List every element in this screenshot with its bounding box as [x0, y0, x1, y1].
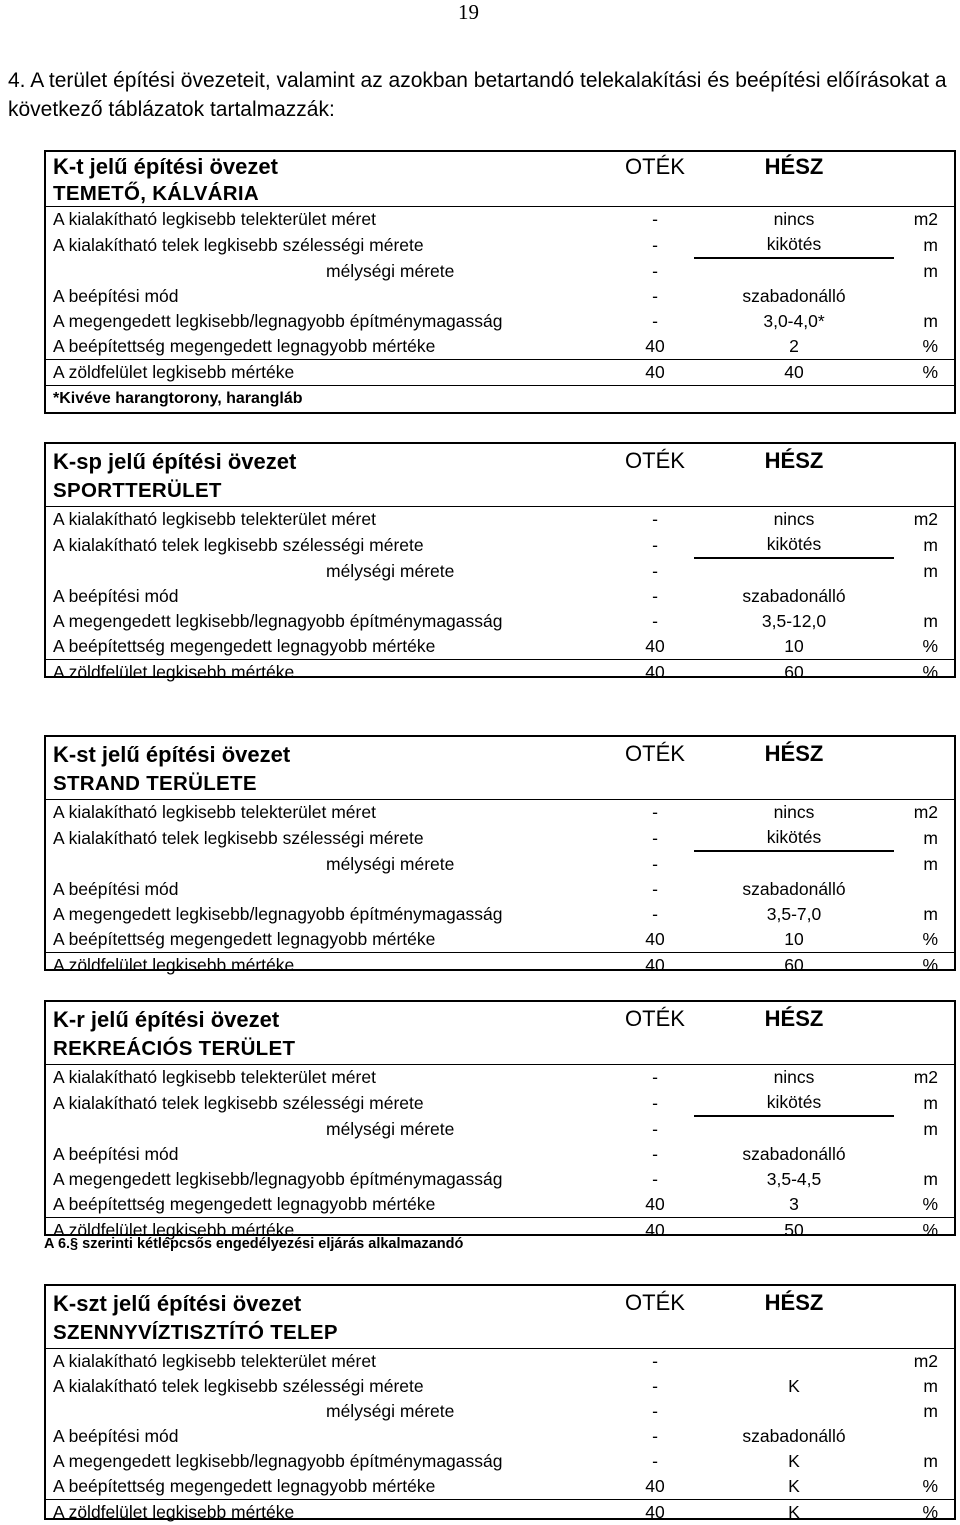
otek-value: - [616, 609, 694, 634]
otek-value: - [616, 558, 694, 584]
hesz-value: 3,5-4,5 [694, 1167, 894, 1192]
table-row [46, 660, 954, 686]
table-row [46, 634, 954, 660]
table-row [46, 1349, 954, 1375]
zone-name: STRAND TERÜLETE [46, 769, 616, 800]
otek-value: 40 [616, 360, 694, 386]
unit-value: m [894, 902, 954, 927]
table-row [46, 1374, 954, 1399]
unit-value: m [894, 1374, 954, 1399]
table-row [46, 825, 954, 851]
table-row [46, 1424, 954, 1449]
table-row [46, 284, 954, 309]
zone-name: REKREÁCIÓS TERÜLET [46, 1034, 616, 1065]
row-label: A megengedett legkisebb/legnagyobb építménymagasság [46, 902, 616, 927]
otek-header: OTÉK [616, 152, 694, 181]
otek-value: - [616, 1065, 694, 1091]
unit-value: m [894, 1116, 954, 1142]
hesz-value: kikötés [694, 1090, 894, 1116]
row-label: A zöldfelület legkisebb mértéke [46, 360, 616, 386]
procedure-note: A 6.§ szerinti kétlépcsős engedélyezési eljárás alkalmazandó [44, 1236, 463, 1252]
unit-value [894, 1142, 954, 1167]
otek-header: OTÉK [616, 444, 694, 476]
otek-header: OTÉK [616, 737, 694, 769]
hesz-value: kikötés [694, 532, 894, 558]
hesz-value: 10 [694, 927, 894, 953]
unit-value: m [894, 851, 954, 877]
unit-value: m [894, 609, 954, 634]
unit-value: % [894, 927, 954, 953]
unit-value: % [894, 1218, 954, 1244]
zone-name: SZENNYVÍZTISZTÍTÓ TELEP [46, 1318, 616, 1349]
row-label: A kialakítható telek legkisebb szélességi mérete [46, 1374, 616, 1399]
hesz-header: HÉSZ [694, 444, 894, 476]
row-label: mélységi mérete [46, 258, 616, 284]
unit-value [894, 284, 954, 309]
row-label: A beépítettség megengedett legnagyobb mértéke [46, 1474, 616, 1500]
row-label: A kialakítható legkisebb telekterület méret [46, 800, 616, 826]
row-label: A beépítési mód [46, 877, 616, 902]
hesz-value: nincs [694, 1065, 894, 1091]
otek-value: 40 [616, 927, 694, 953]
unit-value: m [894, 1090, 954, 1116]
row-label: A kialakítható telek legkisebb szélességi mérete [46, 232, 616, 258]
zone-name: TEMETŐ, KÁLVÁRIA [46, 181, 616, 207]
zone-table-k-r [44, 1000, 956, 1236]
otek-value: - [616, 1399, 694, 1424]
table-row [46, 1065, 954, 1091]
table-row [46, 1192, 954, 1218]
otek-value: 40 [616, 660, 694, 686]
unit-value: % [894, 634, 954, 660]
table-row [46, 334, 954, 360]
unit-value: m [894, 258, 954, 284]
table-row [46, 309, 954, 334]
unit-value: m [894, 1399, 954, 1424]
table-row [46, 851, 954, 877]
table-row [46, 1142, 954, 1167]
table-row [46, 1449, 954, 1474]
table-row [46, 877, 954, 902]
table-row [46, 902, 954, 927]
table-row [46, 258, 954, 284]
unit-value: % [894, 1500, 954, 1525]
hesz-value: K [694, 1474, 894, 1500]
hesz-header: HÉSZ [694, 1286, 894, 1318]
unit-value: m [894, 232, 954, 258]
hesz-value [694, 1349, 894, 1375]
row-label: A zöldfelület legkisebb mértéke [46, 1218, 616, 1244]
row-label: A beépítési mód [46, 584, 616, 609]
row-label: A zöldfelület legkisebb mértéke [46, 660, 616, 686]
table-row [46, 1474, 954, 1500]
row-label: A megengedett legkisebb/legnagyobb építménymagasság [46, 609, 616, 634]
otek-value: - [616, 825, 694, 851]
hesz-value [694, 558, 894, 584]
table-row [46, 207, 954, 233]
hesz-value: 3,5-7,0 [694, 902, 894, 927]
unit-value: m2 [894, 800, 954, 826]
table-row [46, 1399, 954, 1424]
unit-value: % [894, 1474, 954, 1500]
hesz-value: kikötés [694, 825, 894, 851]
row-label: A megengedett legkisebb/legnagyobb építménymagasság [46, 1449, 616, 1474]
otek-value: - [616, 1374, 694, 1399]
table-row [46, 558, 954, 584]
otek-value: - [616, 507, 694, 533]
otek-value: - [616, 1424, 694, 1449]
row-label: A zöldfelület legkisebb mértéke [46, 953, 616, 979]
table-row [46, 1500, 954, 1525]
table-row [46, 1116, 954, 1142]
row-label: A megengedett legkisebb/legnagyobb építménymagasság [46, 1167, 616, 1192]
table-row [46, 927, 954, 953]
row-label: A beépítettség megengedett legnagyobb mértéke [46, 1192, 616, 1218]
zone-code-title: K-r jelű építési övezet [46, 1002, 616, 1034]
otek-value: - [616, 1090, 694, 1116]
table-row [46, 1167, 954, 1192]
hesz-header: HÉSZ [694, 737, 894, 769]
intro-paragraph: 4. A terület építési övezeteit, valamint az azokban betartandó telekalakítási és beépítési előírásokat a következő táblázatok tartalmazzák: [8, 66, 952, 124]
table-row [46, 953, 954, 979]
row-label: A beépítettség megengedett legnagyobb mértéke [46, 927, 616, 953]
hesz-value: 60 [694, 660, 894, 686]
unit-value: % [894, 660, 954, 686]
otek-header: OTÉK [616, 1002, 694, 1034]
table-row [46, 1090, 954, 1116]
row-label: A kialakítható legkisebb telekterület méret [46, 1065, 616, 1091]
table-row [46, 609, 954, 634]
unit-value: m2 [894, 1349, 954, 1375]
hesz-value [694, 258, 894, 284]
hesz-value: szabadonálló [694, 584, 894, 609]
otek-value: - [616, 902, 694, 927]
table-row [46, 232, 954, 258]
otek-value: 40 [616, 1500, 694, 1525]
otek-value: - [616, 1349, 694, 1375]
otek-value: 40 [616, 334, 694, 360]
hesz-value [694, 1116, 894, 1142]
hesz-value: 50 [694, 1218, 894, 1244]
hesz-value: 3 [694, 1192, 894, 1218]
zone-table-k-t [44, 150, 956, 414]
zone-code-title: K-sp jelű építési övezet [46, 444, 616, 476]
otek-value: 40 [616, 1218, 694, 1244]
unit-value: m [894, 825, 954, 851]
hesz-value [694, 851, 894, 877]
row-label: A beépítettség megengedett legnagyobb mértéke [46, 334, 616, 360]
unit-value: % [894, 334, 954, 360]
row-label: mélységi mérete [46, 851, 616, 877]
row-label: A zöldfelület legkisebb mértéke [46, 1500, 616, 1525]
hesz-value: szabadonálló [694, 1142, 894, 1167]
otek-value: - [616, 1449, 694, 1474]
otek-value: 40 [616, 1474, 694, 1500]
row-label: A megengedett legkisebb/legnagyobb építménymagasság [46, 309, 616, 334]
hesz-value: szabadonálló [694, 284, 894, 309]
page-number: 19 [458, 0, 479, 25]
hesz-value: 60 [694, 953, 894, 979]
hesz-header: HÉSZ [694, 1002, 894, 1034]
otek-value: - [616, 877, 694, 902]
zone-code-title: K-szt jelű építési övezet [46, 1286, 616, 1318]
hesz-value: 3,0-4,0* [694, 309, 894, 334]
otek-value: - [616, 207, 694, 233]
row-label: A kialakítható telek legkisebb szélességi mérete [46, 825, 616, 851]
row-label: A beépítési mód [46, 1424, 616, 1449]
zone-code-title: K-st jelű építési övezet [46, 737, 616, 769]
otek-value: - [616, 532, 694, 558]
row-label: mélységi mérete [46, 1116, 616, 1142]
hesz-value: szabadonálló [694, 1424, 894, 1449]
table-row [46, 584, 954, 609]
table-row [46, 800, 954, 826]
hesz-value: 40 [694, 360, 894, 386]
otek-value: - [616, 1116, 694, 1142]
unit-value: m [894, 309, 954, 334]
hesz-value: K [694, 1374, 894, 1399]
zone-table-k-st [44, 735, 956, 971]
row-label: A beépítettség megengedett legnagyobb mértéke [46, 634, 616, 660]
unit-value: % [894, 953, 954, 979]
table-row [46, 532, 954, 558]
row-label: A kialakítható legkisebb telekterület méret [46, 507, 616, 533]
table-row [46, 507, 954, 533]
otek-value: - [616, 284, 694, 309]
otek-value: - [616, 232, 694, 258]
row-label: A kialakítható legkisebb telekterület méret [46, 207, 616, 233]
zone-name: SPORTTERÜLET [46, 476, 616, 507]
otek-value: - [616, 1142, 694, 1167]
hesz-value: szabadonálló [694, 877, 894, 902]
row-label: A kialakítható legkisebb telekterület méret [46, 1349, 616, 1375]
row-label: mélységi mérete [46, 558, 616, 584]
unit-value: m [894, 1167, 954, 1192]
unit-value: m [894, 558, 954, 584]
unit-value: m2 [894, 507, 954, 533]
unit-value: % [894, 360, 954, 386]
unit-value: m2 [894, 207, 954, 233]
zone-table-k-szt [44, 1284, 956, 1520]
otek-header: OTÉK [616, 1286, 694, 1318]
hesz-value: kikötés [694, 232, 894, 258]
unit-value [894, 584, 954, 609]
row-label: mélységi mérete [46, 1399, 616, 1424]
hesz-value: nincs [694, 507, 894, 533]
footnote: *Kivéve harangtorony, harangláb [46, 386, 616, 412]
zone-table-k-sp [44, 442, 956, 678]
hesz-value: 2 [694, 334, 894, 360]
unit-value: m [894, 532, 954, 558]
otek-value: - [616, 584, 694, 609]
unit-value [894, 877, 954, 902]
unit-value: % [894, 1192, 954, 1218]
unit-value: m2 [894, 1065, 954, 1091]
unit-value [894, 1424, 954, 1449]
otek-value: - [616, 851, 694, 877]
hesz-value: K [694, 1500, 894, 1525]
hesz-header: HÉSZ [694, 152, 894, 181]
row-label: A beépítési mód [46, 1142, 616, 1167]
hesz-value [694, 1399, 894, 1424]
zone-code-title: K-t jelű építési övezet [46, 152, 616, 181]
unit-value: m [894, 1449, 954, 1474]
otek-value: - [616, 800, 694, 826]
table-row [46, 360, 954, 386]
otek-value: 40 [616, 1192, 694, 1218]
hesz-value: 3,5-12,0 [694, 609, 894, 634]
row-label: A kialakítható telek legkisebb szélességi mérete [46, 532, 616, 558]
row-label: A beépítési mód [46, 284, 616, 309]
otek-value: - [616, 1167, 694, 1192]
otek-value: - [616, 258, 694, 284]
row-label: A kialakítható telek legkisebb szélességi mérete [46, 1090, 616, 1116]
otek-value: 40 [616, 634, 694, 660]
otek-value: - [616, 309, 694, 334]
hesz-value: nincs [694, 800, 894, 826]
hesz-value: 10 [694, 634, 894, 660]
otek-value: 40 [616, 953, 694, 979]
hesz-value: nincs [694, 207, 894, 233]
hesz-value: K [694, 1449, 894, 1474]
